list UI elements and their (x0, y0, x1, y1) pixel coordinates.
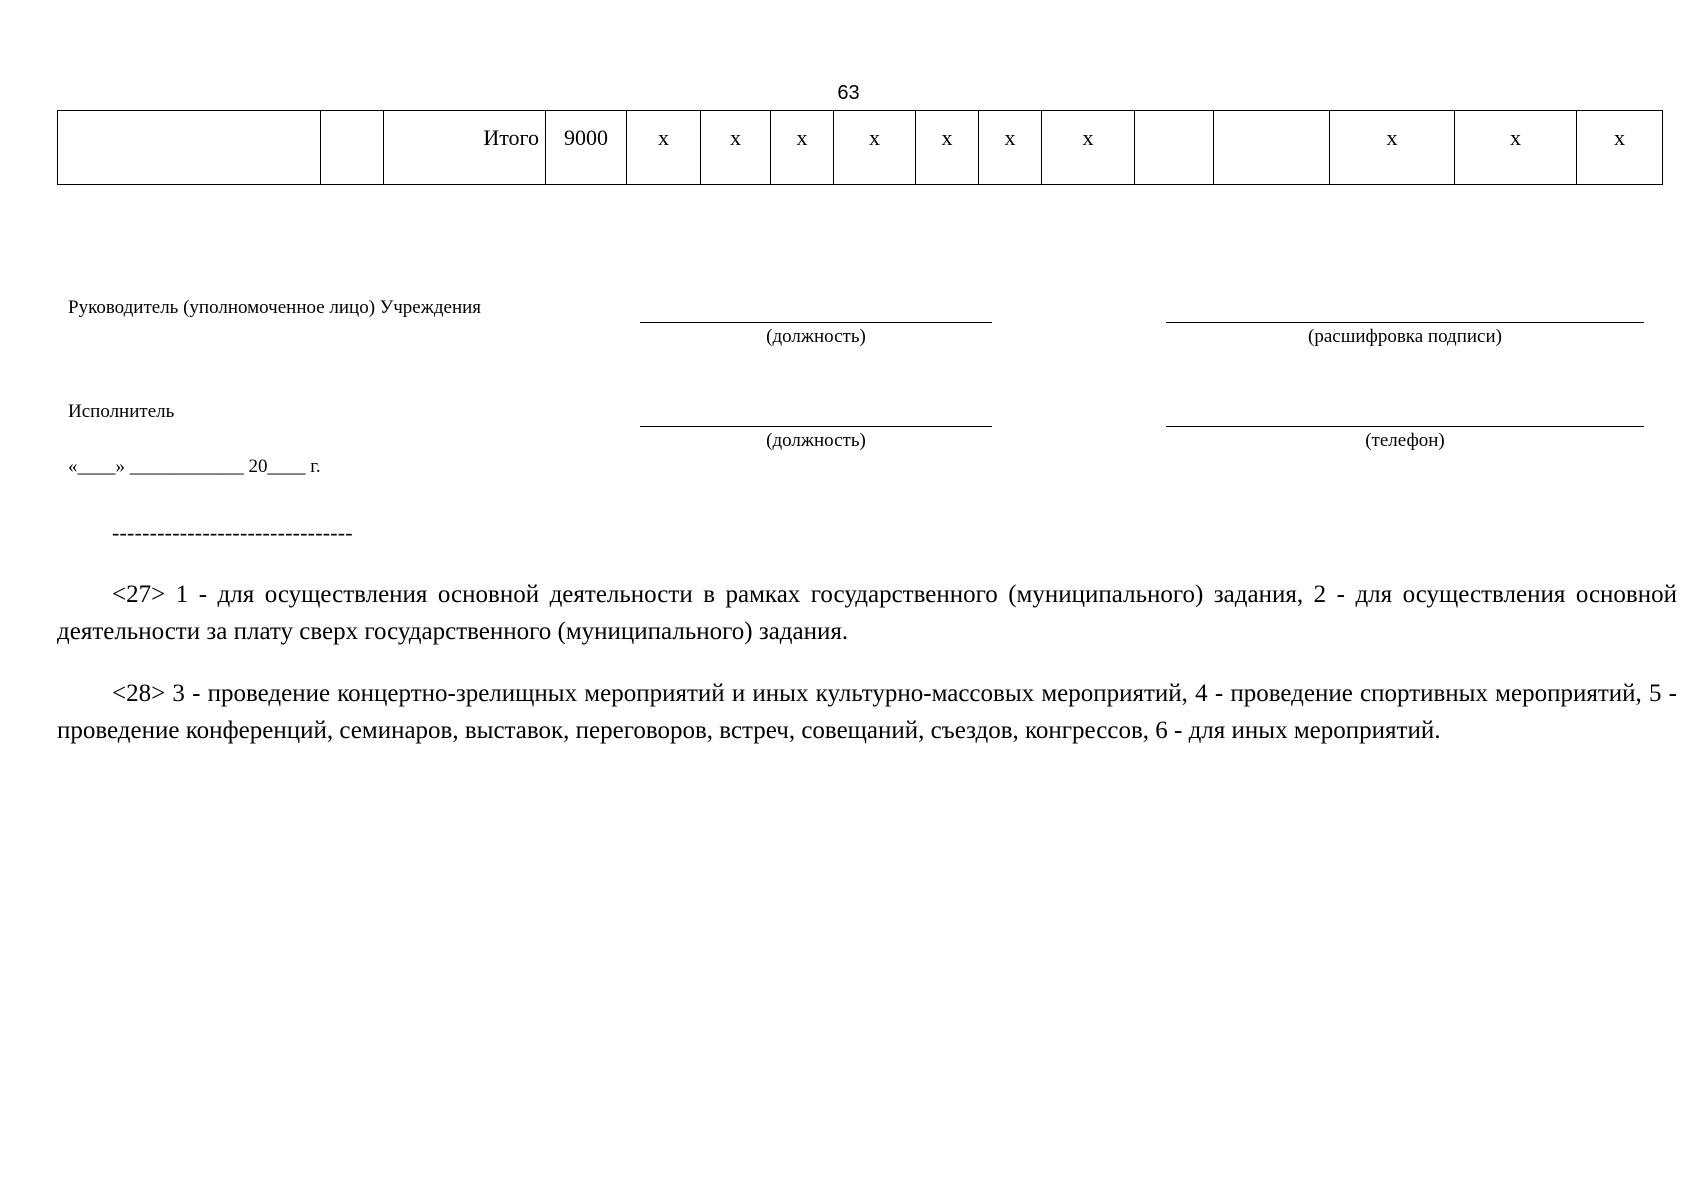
table-cell: х (771, 111, 834, 185)
table-cell: х (979, 111, 1042, 185)
head-position-line (640, 322, 992, 323)
total-label-cell: Итого (384, 111, 546, 185)
totals-table (57, 110, 1663, 185)
footnote-separator: -------------------------------- (112, 520, 353, 545)
totals-row (58, 111, 1663, 185)
executor-position-line (640, 426, 992, 427)
table-cell (321, 111, 384, 185)
table-cell: х (701, 111, 771, 185)
page-number: 63 (837, 82, 860, 104)
table-cell: х (1330, 111, 1455, 185)
table-cell: х (1042, 111, 1135, 185)
footnote-28: <28> 3 - проведение концертно-зрелищных мероприятий и иных культурно-массовых мероприятий, 4 - проведение спортивных мероприятий, 5 - проведение конференций, семинаров, выставок, переговоров, встреч, совещаний, съездов, конгрессов, 6 - для иных мероприятий. (57, 680, 1677, 744)
footnote-27: <27> 1 - для осуществления основной деятельности в рамках государственного (муниципального) задания, 2 - для осуществления основной деятельности за плату сверх государственного (муниципального) задания. (57, 581, 1677, 645)
table-cell (1135, 111, 1214, 185)
executor-phone-line (1166, 426, 1644, 427)
table-cell: х (834, 111, 916, 185)
total-amount-cell: 9000 (546, 111, 627, 185)
head-name-caption: (расшифровка подписи) (1308, 326, 1502, 347)
table-cell (1214, 111, 1330, 185)
head-signature-label: Руководитель (уполномоченное лицо) Учреждения (68, 297, 482, 318)
executor-phone-caption: (телефон) (1365, 430, 1445, 451)
head-name-line (1166, 322, 1644, 323)
table-cell: х (1577, 111, 1663, 185)
table-cell: х (916, 111, 979, 185)
head-position-caption: (должность) (766, 326, 866, 347)
executor-label: Исполнитель (68, 401, 175, 422)
table-cell: х (627, 111, 701, 185)
date-line: «____» ____________ 20____ г. (68, 456, 321, 477)
table-cell: х (1455, 111, 1577, 185)
executor-position-caption: (должность) (766, 430, 866, 451)
table-cell (58, 111, 321, 185)
